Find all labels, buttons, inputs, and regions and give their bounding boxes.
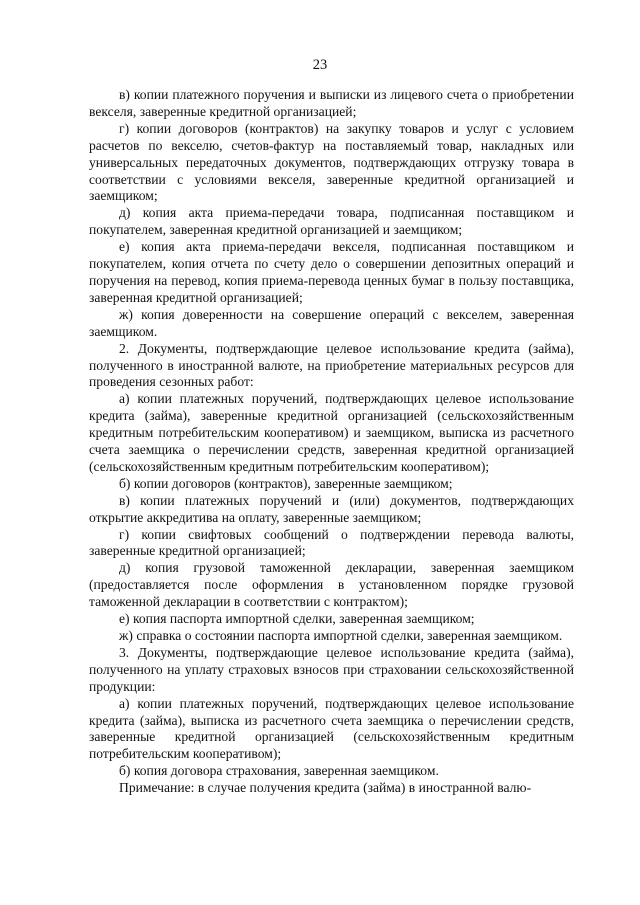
paragraph: ж) справка о состоянии паспорта импортной сделки, заверенная заемщиком. xyxy=(119,628,563,643)
body-text xyxy=(89,87,574,797)
paragraph: б) копии договоров (контрактов), заверенные заемщиком; xyxy=(119,475,453,491)
paragraph: 2. Документы, подтверждающие целевое использование кредита (займа), полученного в иностранной валюте, на приобретение материальных ресурсов для проведения сезонных работ: xyxy=(89,340,574,390)
page-number: 23 xyxy=(312,57,328,73)
paragraph: г) копии договоров (контрактов) на закупку товаров и услуг с условием расчетов по векселю, счетов-фактур на поставляемый товар, накладных или универсальных передаточных документов, подтверждающих отгрузку товара в соответствии с условиями векселя, заверенные кредитной организацией и заемщиком; xyxy=(89,120,574,204)
paragraph: а) копии платежных поручений, подтверждающих целевое использование кредита (займа), выписка из расчетного счета заемщика о перечислении средств, заверенные кредитной организацией (сельскохозяйственным кредитным потребительским кооперативом); xyxy=(89,695,574,762)
paragraph: е) копия акта приема-передачи векселя, подписанная поставщиком и покупателем, копия отчета по счету дело о совершении депозитных операций и поручения на перевод, копия приема-перевода ценных бумаг в пользу поставщика, заверенная кредитной организацией; xyxy=(89,239,574,305)
paragraph: Примечание: в случае получения кредита (займа) в иностранной валю- xyxy=(119,780,532,796)
paragraph: а) копии платежных поручений, подтверждающих целевое использование кредита (займа), заверенные кредитной организацией (сельскохозяйственным кредитным потребительским кооперативом) и заемщиком, выписка из расчетного счета заемщика о перечислении средств, заверенная кредитной организацией (сельскохозяйственным кредитным потребительским кооперативом); xyxy=(89,391,574,474)
paragraph: д) копия акта приема-передачи товара, подписанная поставщиком и покупателем, заверенная кредитной организацией и заемщиком; xyxy=(89,205,574,238)
paragraph: ж) копия доверенности на совершение операций с векселем, заверенная заемщиком. xyxy=(89,306,574,339)
paragraph: е) копия паспорта импортной сделки, заверенная заемщиком; xyxy=(119,611,475,627)
paragraph: 3. Документы, подтверждающие целевое использование кредита (займа), полученного на уплату страховых взносов при страховании сельскохозяйственной продукции: xyxy=(89,644,574,694)
paragraph: г) копии свифтовых сообщений о подтверждении перевода валюты, заверенные кредитной организацией; xyxy=(89,526,574,559)
paragraph: в) копии платежного поручения и выписки из лицевого счета о приобретении векселя, заверенные кредитной организацией; xyxy=(89,87,574,119)
paragraph: д) копия грузовой таможенной декларации, заверенная заемщиком (предоставляется после оформления в установленном порядке грузовой таможенной декларации в соответствии с контрактом); xyxy=(89,560,574,610)
paragraph: б) копия договора страхования, заверенная заемщиком. xyxy=(119,763,439,779)
paragraph: в) копии платежных поручений и (или) документов, подтверждающих открытие аккредитива на оплату, заверенные заемщиком; xyxy=(89,492,574,525)
